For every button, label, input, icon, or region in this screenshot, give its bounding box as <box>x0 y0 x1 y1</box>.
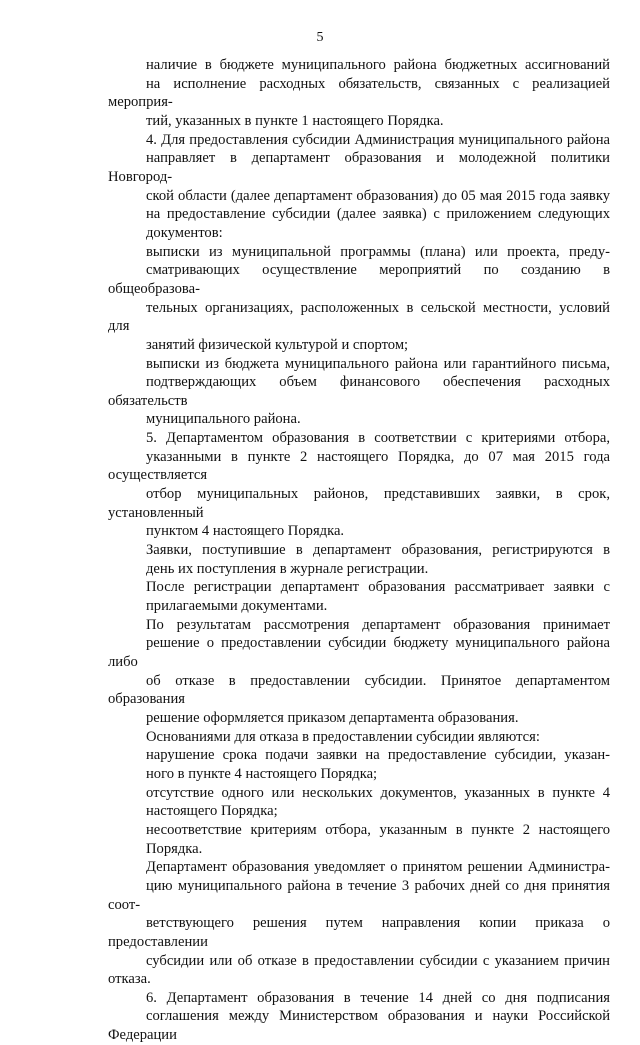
paragraph <box>108 821 610 858</box>
text-line: субсидии или об отказе в предоставлении субсидии с указанием причин отказа. <box>108 952 610 988</box>
paragraph <box>108 541 610 578</box>
text-line: решение оформляется приказом департамента образования. <box>146 709 519 726</box>
text-line: прилагаемыми документами. <box>146 598 328 615</box>
text-line: выписки из муниципальной программы (плана) или проекта, преду- <box>146 243 610 260</box>
text-line: документов: <box>146 224 223 241</box>
paragraph <box>108 355 610 430</box>
text-line: 6. Департамент образования в течение 14 дней со дня подписания <box>146 989 610 1006</box>
text-line: решение о предоставлении субсидии бюджету муниципального района либо <box>108 635 610 670</box>
text-line: тельных организациях, расположенных в сельской местности, условий для <box>108 299 610 335</box>
text-line: отсутствие одного или нескольких документов, указанных в пункте 4 <box>146 784 610 801</box>
paragraph <box>108 858 610 989</box>
paragraph <box>108 429 610 541</box>
text-line: По результатам рассмотрения департамент образования принимает <box>146 616 610 633</box>
paragraph <box>108 131 610 243</box>
paragraph <box>108 784 610 821</box>
paragraph <box>108 728 610 747</box>
text-line: направляет в департамент образования и молодежной политики Новгород- <box>108 150 610 185</box>
text-line: об отказе в предоставлении субсидии. Принятое департаментом образования <box>108 672 610 708</box>
text-line: на исполнение расходных обязательств, связанных с реализацией мероприя- <box>108 75 610 111</box>
text-line: пунктом 4 настоящего Порядка. <box>146 523 345 540</box>
text-line: занятий физической культурой и спортом; <box>146 336 409 353</box>
paragraph <box>108 746 610 783</box>
text-line: соглашения между Министерством образования и науки Российской Федерации <box>108 1008 610 1044</box>
text-line: 5. Департаментом образования в соответствии с критериями отбора, <box>146 430 610 447</box>
text-line: Заявки, поступившие в департамент образования, регистрируются в <box>146 542 610 559</box>
text-line: несоответствие критериям отбора, указанным в пункте 2 настоящего <box>146 821 610 838</box>
text-line: на предоставление субсидии (далее заявка) с приложением следующих <box>146 206 610 223</box>
text-line: муниципального района. <box>146 411 301 428</box>
text-line: Департамент образования уведомляет о принятом решении Администра- <box>146 859 610 876</box>
text-line: Порядка. <box>146 840 203 857</box>
text-line: Основаниями для отказа в предоставлении субсидии являются: <box>146 728 540 745</box>
paragraph <box>108 56 610 131</box>
text-line: день их поступления в журнале регистрации. <box>146 560 429 577</box>
page-number: 5 <box>316 30 324 45</box>
text-line: наличие в бюджете муниципального района бюджетных ассигнований <box>146 57 610 73</box>
paragraph <box>108 616 610 728</box>
text-line: ветствующего решения путем направления копии приказа о предоставлении <box>108 915 610 950</box>
text-line: подтверждающих объем финансового обеспечения расходных обязательств <box>108 374 610 409</box>
paragraph <box>108 989 610 1045</box>
text-line: выписки из бюджета муниципального района или гарантийного письма, <box>146 355 610 372</box>
paragraph <box>108 243 610 355</box>
text-line: ской области (далее департамент образования) до 05 мая 2015 года заявку <box>146 187 610 204</box>
document-body <box>108 56 610 1045</box>
text-line: цию муниципального района в течение 3 рабочих дней со дня принятия соот- <box>108 877 610 913</box>
paragraph <box>108 578 610 615</box>
text-line: После регистрации департамент образования рассматривает заявки с <box>146 579 610 596</box>
text-line: нарушение срока подачи заявки на предоставление субсидии, указан- <box>146 747 610 764</box>
text-line: настоящего Порядка; <box>146 803 278 820</box>
text-line: сматривающих осуществление мероприятий по созданию в общеобразова- <box>108 262 610 297</box>
text-line: отбор муниципальных районов, представивших заявки, в срок, установленный <box>108 486 610 521</box>
text-line: 4. Для предоставления субсидии Администрация муниципального района <box>146 131 610 148</box>
text-line: ного в пункте 4 настоящего Порядка; <box>146 765 378 782</box>
text-line: тий, указанных в пункте 1 настоящего Порядка. <box>146 112 444 129</box>
text-line: указанными в пункте 2 настоящего Порядка, до 07 мая 2015 года осуществляется <box>108 448 610 484</box>
